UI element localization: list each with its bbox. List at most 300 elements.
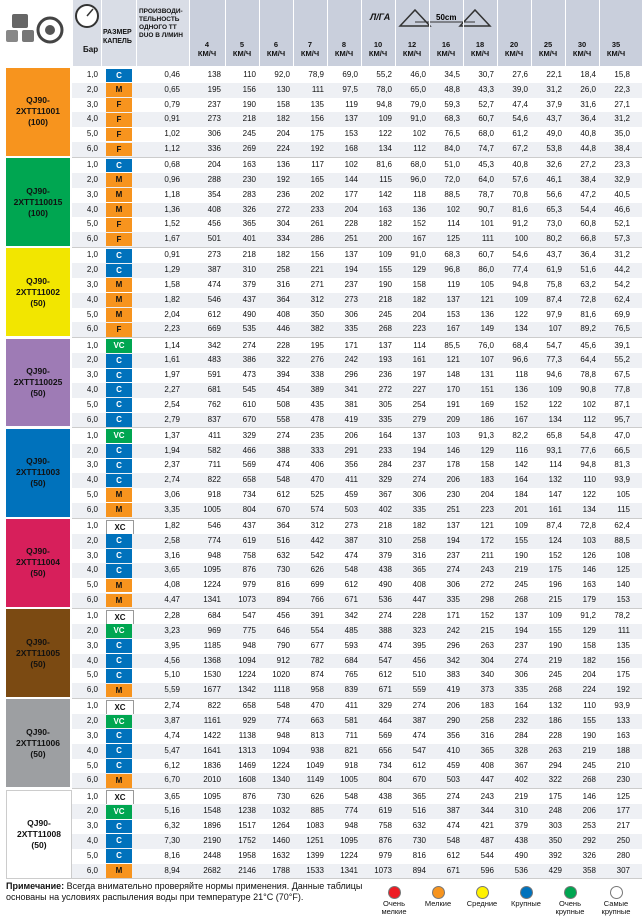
- rate-value: 839: [344, 685, 358, 695]
- pressure-value: 5,0: [86, 760, 98, 770]
- rate-value: 107: [480, 355, 494, 365]
- rate-value: 306: [514, 670, 528, 680]
- rate-value: 135: [310, 99, 324, 109]
- rate-value: 243: [480, 791, 494, 801]
- rate-value: 155: [582, 716, 596, 726]
- rate-value: 88,5: [444, 189, 460, 199]
- pressure-value: 2,0: [86, 445, 98, 455]
- header-divider: [463, 0, 464, 66]
- rate-value: 194: [446, 535, 460, 545]
- rate-value: 96,0: [410, 174, 426, 184]
- droplet-size-badge: XC: [106, 700, 134, 716]
- speed-column-label: [463, 40, 497, 58]
- pressure-value: 6,0: [86, 414, 98, 424]
- rate-value: 107: [548, 324, 562, 334]
- rate-value: 193: [378, 355, 392, 365]
- rate-value: 435: [310, 399, 324, 409]
- rate-value: 228: [344, 219, 358, 229]
- rate-value: 1149: [306, 775, 324, 785]
- rate-value: 172: [480, 535, 494, 545]
- rate-value: 47,2: [580, 189, 596, 199]
- droplet-size-badge: C: [106, 264, 132, 278]
- rate-value: 251: [446, 504, 460, 514]
- rate-value: 382: [310, 324, 324, 334]
- rate-value: 699: [310, 580, 324, 590]
- flow-value: 1,12: [164, 144, 180, 153]
- rate-value: 2682: [203, 865, 221, 875]
- rate-value: 122: [548, 399, 562, 409]
- rate-value: 45,3: [478, 160, 494, 170]
- rate-value: 59,3: [444, 99, 460, 109]
- rate-value: 136: [276, 160, 290, 170]
- table-row: [72, 578, 642, 593]
- rate-value: 273: [344, 521, 358, 530]
- table-row: [72, 759, 642, 774]
- rate-value: 177: [344, 189, 358, 199]
- rate-value: 1548: [203, 806, 221, 816]
- rate-value: 2010: [203, 775, 221, 785]
- nozzle-group: [0, 519, 642, 608]
- speed-column-label: [531, 40, 565, 58]
- rate-value: 1632: [272, 850, 290, 860]
- rate-value: 89,2: [580, 324, 596, 334]
- rate-value: 92,0: [274, 70, 290, 79]
- rate-value: 77,3: [546, 355, 562, 365]
- rate-value: 342: [207, 340, 221, 350]
- rate-value: 78,9: [308, 70, 324, 79]
- gauge-icon: [73, 0, 101, 32]
- rate-value: 36,4: [580, 250, 596, 260]
- rate-value: 559: [412, 685, 426, 695]
- rate-value: 121: [480, 294, 494, 304]
- rate-value: 121: [446, 355, 460, 365]
- table-row: [72, 458, 642, 473]
- rate-value: 182: [582, 655, 596, 665]
- rate-value: 111: [617, 625, 630, 635]
- rate-value: 40,8: [580, 129, 596, 139]
- droplet-size-badge: F: [106, 98, 132, 112]
- speed-unit: КМ/Ч: [538, 49, 558, 58]
- table-row: [72, 398, 642, 413]
- legend-dot-icon: [564, 886, 577, 899]
- rate-value: 134: [582, 504, 596, 514]
- rate-value: 1095: [203, 565, 221, 575]
- rate-value: 121: [480, 521, 494, 530]
- rate-value: 280: [616, 850, 630, 860]
- rate-value: 1238: [238, 806, 256, 816]
- rate-value: 312: [310, 521, 324, 530]
- rate-value: 221: [310, 265, 324, 275]
- droplet-size-badge: C: [106, 534, 132, 548]
- pressure-value: 6,0: [86, 324, 98, 334]
- rate-value: 483: [207, 355, 221, 365]
- rate-value: 105: [616, 489, 630, 499]
- rate-value: 94,8: [580, 460, 596, 470]
- rate-value: 146: [582, 565, 596, 575]
- pressure-value: 2,0: [86, 355, 98, 365]
- rate-value: 322: [276, 355, 290, 365]
- table-row: [72, 714, 642, 729]
- rate-value: 948: [344, 821, 358, 831]
- rate-value: 105: [480, 279, 494, 289]
- rate-value: 138: [207, 70, 221, 79]
- rate-value: 419: [446, 685, 460, 695]
- rate-value: 245: [242, 129, 256, 139]
- rate-value: 87,4: [546, 521, 562, 530]
- rate-value: 153: [616, 595, 630, 604]
- speed-column-label: [293, 40, 327, 58]
- rate-value: 78,2: [614, 611, 630, 621]
- rate-value: 1896: [203, 821, 221, 831]
- nozzle-model: QJ90- 2XTT11003 (50): [6, 429, 70, 517]
- rate-value: 894: [276, 595, 290, 604]
- legend-item: [548, 886, 592, 916]
- table-row: [72, 383, 642, 398]
- rate-value: 1641: [203, 745, 221, 755]
- rate-value: 304: [276, 219, 290, 229]
- rate-value: 52,7: [478, 99, 494, 109]
- rate-value: 110: [583, 701, 596, 711]
- droplet-size-badge: C: [106, 849, 132, 863]
- speed-unit: КМ/Ч: [300, 49, 320, 58]
- flow-value: 0,65: [164, 84, 180, 94]
- rate-value: 233: [378, 445, 392, 455]
- rate-value: 237: [446, 550, 460, 560]
- table-row: [72, 549, 642, 564]
- rate-value: 65,0: [410, 84, 426, 94]
- droplet-size-badge: C: [106, 354, 132, 368]
- flow-value: 1,58: [164, 279, 180, 289]
- rate-value: 206: [446, 475, 460, 485]
- flow-value: 1,67: [164, 234, 180, 244]
- rate-value: 167: [514, 414, 528, 424]
- flow-label: ПРОИЗВОДИ-ТЕЛЬНОСТЬ ОДНОГО TT DUO В Л/МИН: [139, 8, 183, 39]
- flow-value: 8,16: [164, 850, 180, 860]
- rate-value: 1005: [340, 775, 358, 785]
- rate-value: 822: [207, 475, 221, 485]
- droplet-size-badge: M: [106, 774, 132, 788]
- nozzle-model: QJ90- 2XTT110025 (50): [6, 339, 70, 427]
- rate-value: 245: [548, 670, 562, 680]
- rate-value: 158: [276, 99, 290, 109]
- rate-value: 91,0: [410, 250, 426, 260]
- rate-value: 22,1: [546, 70, 562, 79]
- rate-value: 55,2: [614, 355, 630, 365]
- rate-value: 816: [412, 850, 426, 860]
- rate-value: 272: [480, 580, 494, 590]
- rate-value: 929: [242, 716, 256, 726]
- table-row: [72, 699, 642, 714]
- droplet-size-badge: C: [106, 834, 132, 848]
- rate-value: 356: [446, 730, 460, 740]
- note-bold: Примечание:: [6, 881, 65, 891]
- rate-value: 182: [276, 250, 290, 260]
- rate-value: 490: [514, 850, 528, 860]
- rate-value: 876: [242, 791, 256, 801]
- rate-value: 569: [242, 460, 256, 470]
- nozzle-group: [0, 790, 642, 879]
- flow-value: 1,37: [164, 430, 180, 440]
- rate-value: 548: [344, 565, 358, 575]
- rate-value: 1533: [306, 865, 324, 875]
- speed-column-label: [361, 40, 395, 58]
- rate-value: 1422: [203, 730, 221, 740]
- droplet-size-badge: C: [106, 549, 132, 563]
- rate-value: 979: [242, 580, 256, 590]
- rate-value: 137: [412, 430, 426, 440]
- rate-value: 294: [548, 760, 562, 770]
- rate-value: 158: [480, 460, 494, 470]
- rate-value: 122: [514, 309, 528, 319]
- rate-value: 356: [344, 460, 358, 470]
- rate-value: 48,8: [444, 84, 460, 94]
- rate-value: 478: [310, 414, 324, 424]
- rate-value: 516: [412, 806, 426, 816]
- rate-value: 730: [412, 835, 426, 845]
- rate-value: 350: [548, 835, 562, 845]
- rate-value: 305: [378, 399, 392, 409]
- flow-value: 0,96: [164, 174, 180, 184]
- droplet-size-badge: C: [106, 444, 132, 458]
- flow-value: 1,18: [164, 189, 180, 199]
- rate-value: 52,1: [614, 219, 630, 229]
- rate-value: 167: [446, 324, 460, 334]
- rate-value: 217: [616, 821, 630, 831]
- rate-value: 164: [514, 701, 528, 711]
- droplet-size-badge: C: [106, 669, 132, 683]
- rate-value: 466: [242, 445, 256, 455]
- rate-value: 156: [310, 250, 324, 260]
- speed-value: 12: [407, 40, 417, 49]
- rate-value: 125: [616, 565, 630, 575]
- rate-value: 218: [242, 114, 256, 124]
- rate-value: 67,2: [512, 144, 528, 153]
- rate-value: 545: [242, 384, 256, 394]
- rate-value: 734: [378, 760, 392, 770]
- rate-value: 258: [480, 716, 494, 726]
- rate-value: 658: [242, 701, 256, 711]
- rate-value: 329: [242, 430, 256, 440]
- rate-value: 237: [207, 99, 221, 109]
- flow-value: 5,47: [164, 745, 180, 755]
- rate-value: 684: [207, 611, 221, 621]
- rate-value: 274: [276, 430, 290, 440]
- rate-value: 54,6: [512, 250, 528, 260]
- droplet-size-badge: XC: [106, 520, 134, 536]
- rate-value: 30,7: [478, 70, 494, 79]
- rate-value: 91,3: [478, 430, 494, 440]
- rate-value: 129: [582, 625, 596, 635]
- droplet-size-badge: M: [106, 203, 132, 217]
- rate-value: 109: [378, 114, 392, 124]
- rate-value: 91,2: [580, 611, 596, 621]
- rate-value: 408: [207, 204, 221, 214]
- rate-value: 388: [378, 625, 392, 635]
- rate-value: 334: [276, 234, 290, 244]
- rate-value: 274: [446, 565, 460, 575]
- rate-value: 192: [276, 174, 290, 184]
- rate-value: 201: [514, 504, 528, 514]
- table-row: [72, 819, 642, 834]
- rate-value: 31,2: [614, 250, 630, 260]
- rate-value: 782: [310, 655, 324, 665]
- flow-value: 1,97: [164, 370, 180, 380]
- flow-value: 6,70: [164, 775, 180, 785]
- rate-value: 442: [310, 535, 324, 545]
- flow-value: 5,10: [164, 670, 180, 680]
- rate-value: 31,2: [614, 114, 630, 124]
- rate-value: 1073: [238, 595, 256, 604]
- rate-value: 1005: [203, 504, 221, 514]
- rate-value: 211: [481, 550, 494, 560]
- rate-value: 232: [514, 716, 528, 726]
- rate-value: 47,4: [512, 99, 528, 109]
- rate-value: 137: [514, 611, 528, 621]
- spray-spacing-icon: [390, 2, 500, 32]
- rate-value: 35,0: [614, 129, 630, 139]
- rate-value: 152: [412, 219, 426, 229]
- pressure-value: 4,0: [86, 475, 98, 485]
- pressure-value: 3,0: [86, 99, 98, 109]
- rate-value: 115: [379, 174, 392, 184]
- rate-value: 574: [310, 504, 324, 514]
- speed-unit: КМ/Ч: [402, 49, 422, 58]
- rate-value: 118: [413, 189, 426, 199]
- pressure-value: 6,0: [86, 144, 98, 153]
- table-row: [72, 790, 642, 805]
- rate-value: 94,8: [376, 99, 392, 109]
- rate-value: 204: [412, 309, 426, 319]
- rate-value: 401: [242, 234, 256, 244]
- flow-value: 1,52: [164, 219, 180, 229]
- droplet-size-badge: XC: [106, 610, 134, 626]
- rate-value: 548: [344, 791, 358, 801]
- rate-value: 129: [480, 445, 494, 455]
- rate-value: 163: [616, 730, 630, 740]
- pressure-value: 1,0: [86, 250, 98, 260]
- rate-value: 243: [480, 565, 494, 575]
- flow-value: 3,95: [164, 640, 180, 650]
- rate-value: 190: [242, 99, 256, 109]
- rate-value: 91,0: [410, 114, 426, 124]
- rate-value: 40,5: [614, 189, 630, 199]
- table-row: [72, 278, 642, 293]
- speed-unit: КМ/Ч: [368, 49, 388, 58]
- rate-value: 109: [548, 384, 562, 394]
- rate-value: 111: [481, 234, 494, 244]
- rate-value: 133: [616, 716, 630, 726]
- rate-value: 411: [208, 430, 221, 440]
- rate-value: 102: [446, 204, 460, 214]
- table-row: [72, 834, 642, 849]
- rate-value: 554: [310, 625, 324, 635]
- pressure-value: 6,0: [86, 234, 98, 244]
- rate-value: 109: [378, 250, 392, 260]
- rate-value: 114: [413, 340, 426, 350]
- rate-value: 406: [310, 460, 324, 470]
- speed-value: 35: [611, 40, 621, 49]
- rate-value: 152: [548, 550, 562, 560]
- rate-value: 151: [480, 384, 494, 394]
- rate-value: 62,4: [614, 521, 630, 530]
- pressure-value: 1,0: [86, 430, 98, 440]
- rate-value: 1094: [238, 655, 256, 665]
- rate-value: 525: [310, 489, 324, 499]
- flow-value: 3,65: [164, 791, 180, 801]
- rate-value: 1469: [238, 760, 256, 770]
- droplet-size-badge: VC: [106, 715, 132, 729]
- rate-value: 274: [242, 340, 256, 350]
- rate-value: 437: [242, 521, 256, 530]
- rate-value: 77,6: [580, 445, 596, 455]
- rate-value: 155: [514, 535, 528, 545]
- rate-value: 125: [446, 234, 460, 244]
- rate-value: 47,0: [614, 430, 630, 440]
- rate-value: 164: [514, 475, 528, 485]
- rate-value: 93,9: [614, 475, 630, 485]
- rate-value: 438: [378, 565, 392, 575]
- table-row: [72, 142, 642, 157]
- droplet-size-badge: M: [106, 488, 132, 502]
- pressure-value: 3,0: [86, 821, 98, 831]
- rate-value: 626: [310, 791, 324, 801]
- rate-value: 134: [514, 324, 528, 334]
- rate-value: 68,0: [410, 160, 426, 170]
- rate-value: 182: [378, 219, 392, 229]
- speed-value: 6: [273, 40, 279, 49]
- rate-value: 306: [412, 489, 426, 499]
- rate-value: 365: [412, 565, 426, 575]
- rate-value: 316: [480, 730, 494, 740]
- rate-value: 158: [412, 279, 426, 289]
- flow-value: 0,91: [164, 250, 180, 260]
- rate-value: 190: [514, 550, 528, 560]
- rate-value: 336: [207, 144, 221, 153]
- rate-value: 228: [276, 340, 290, 350]
- rate-value: 775: [242, 625, 256, 635]
- table-row: [72, 232, 642, 247]
- table-row: [72, 654, 642, 669]
- flow-value: 4,08: [164, 580, 180, 590]
- rate-value: 54,6: [512, 114, 528, 124]
- rate-value: 228: [412, 611, 426, 621]
- rate-value: 76,5: [444, 129, 460, 139]
- rate-value: 373: [480, 685, 494, 695]
- rate-value: 219: [514, 791, 528, 801]
- rate-value: 969: [207, 625, 221, 635]
- rate-value: 137: [446, 294, 460, 304]
- rate-value: 152: [514, 399, 528, 409]
- rate-value: 391: [310, 611, 324, 621]
- droplet-size-badge: C: [106, 564, 132, 578]
- rate-value: 379: [514, 821, 528, 831]
- legend-label: Очень мелкие: [381, 899, 407, 916]
- rate-value: 43,3: [478, 84, 494, 94]
- rate-value: 1095: [203, 791, 221, 801]
- rate-value: 1032: [272, 806, 290, 816]
- rate-value: 341: [344, 384, 358, 394]
- nozzle-group: [0, 248, 642, 337]
- droplet-size-badge: C: [106, 729, 132, 743]
- pressure-value: 3,0: [86, 640, 98, 650]
- droplet-size-badge: C: [106, 413, 132, 427]
- rate-value: 286: [310, 234, 324, 244]
- footer: [0, 880, 642, 916]
- rate-value: 612: [446, 850, 460, 860]
- rate-value: 459: [446, 760, 460, 770]
- rate-value: 298: [480, 595, 494, 604]
- droplet-size-badge: F: [106, 128, 132, 142]
